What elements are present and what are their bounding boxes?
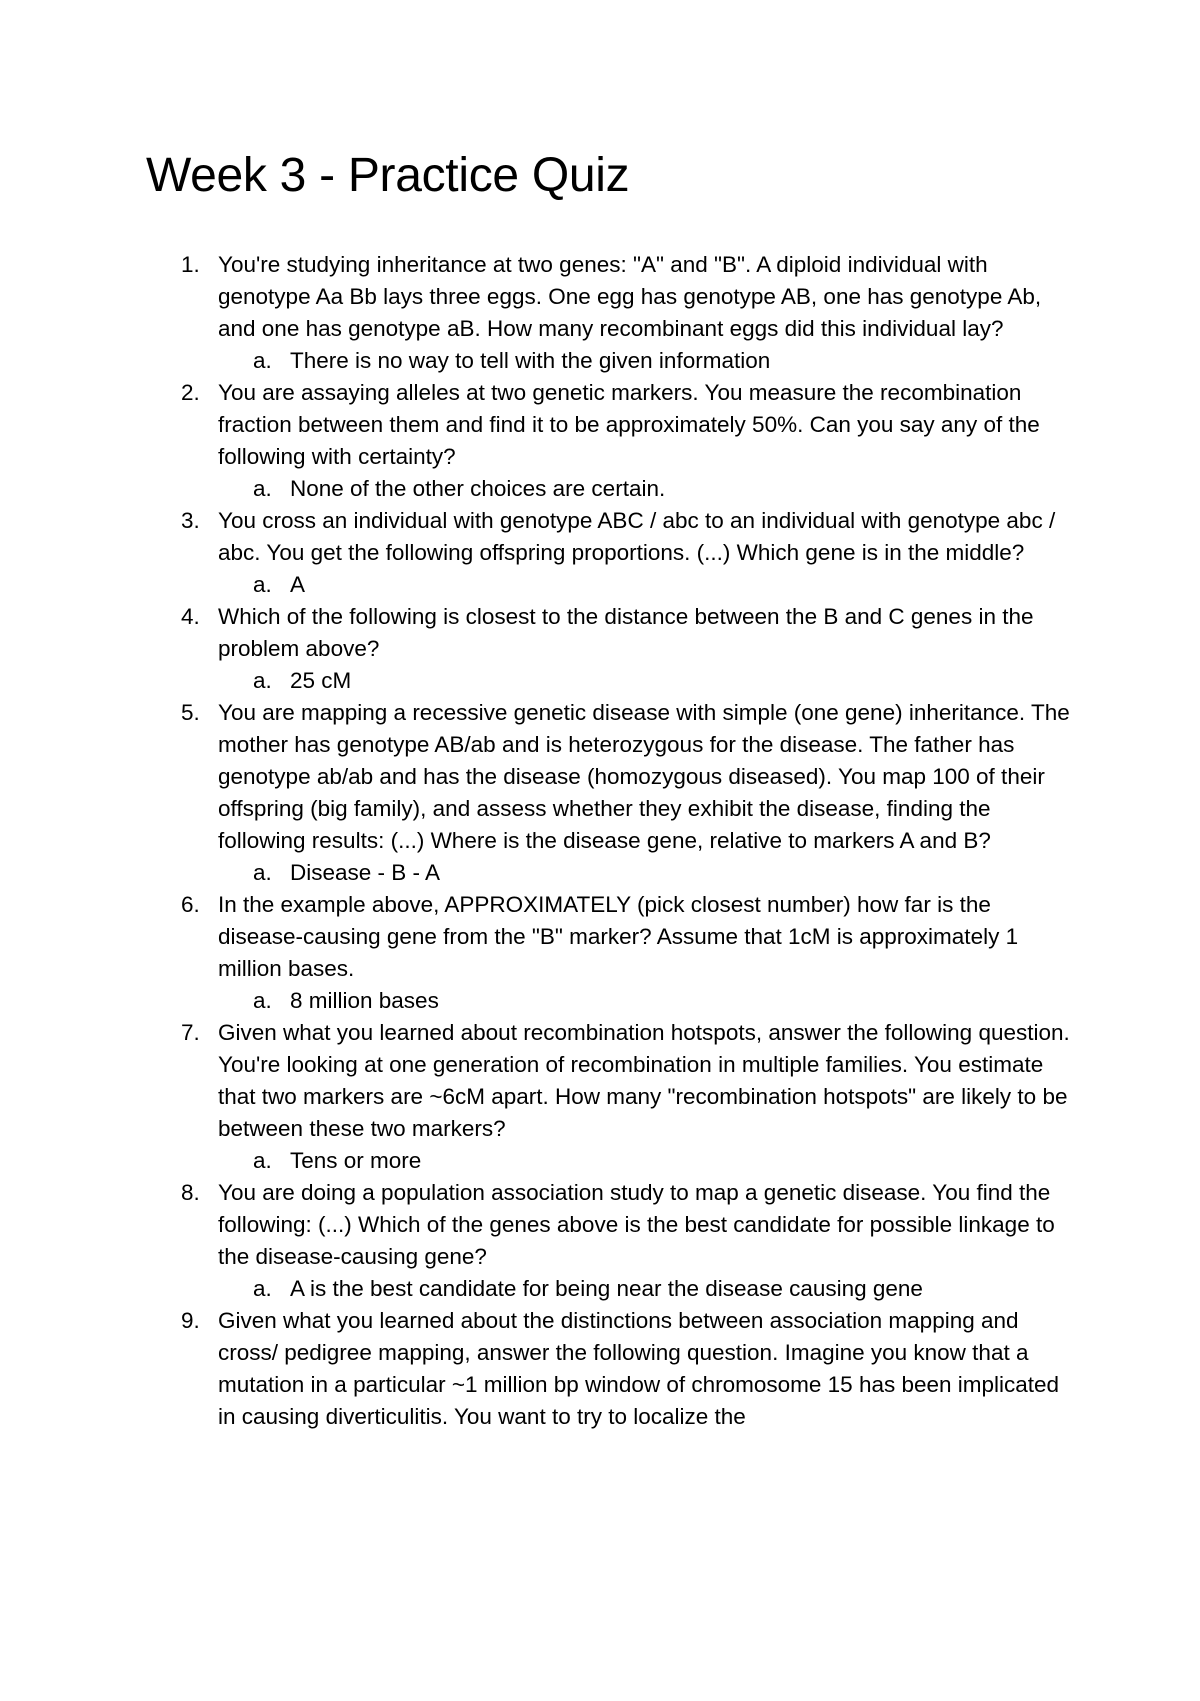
question-item [146, 377, 1076, 505]
question-number: 1. [181, 252, 200, 277]
answer-letter: a. [253, 1148, 272, 1173]
question-item [146, 1177, 1076, 1305]
question-item [146, 601, 1076, 697]
question-item [146, 1305, 1076, 1433]
answer-letter: a. [253, 668, 272, 693]
answer-letter: a. [253, 1276, 272, 1301]
question-number: 5. [181, 700, 200, 725]
answer-option [218, 1273, 1076, 1305]
answer-option [218, 1145, 1076, 1177]
question-item [146, 249, 1076, 377]
answer-option [218, 569, 1076, 601]
answer-letter: a. [253, 988, 272, 1013]
question-item [146, 505, 1076, 601]
question-number: 2. [181, 380, 200, 405]
question-text: You're studying inheritance at two genes: "A" and "B". A diploid individual with genotype Aa Bb lays three eggs. One egg has genotype AB, one has genotype Ab, and one has genotype aB. How many recombinant eggs did this individual lay? [218, 252, 1042, 341]
answer-option [218, 985, 1076, 1017]
question-text: Given what you learned about recombination hotspots, answer the following question. You're looking at one generation of recombination in multiple families. You estimate that two markers are ~6cM apart. How many "recombination hotspots" are likely to be between these two markers? [218, 1020, 1070, 1141]
question-list [146, 249, 1076, 1433]
question-number: 4. [181, 604, 200, 629]
answer-option [218, 665, 1076, 697]
answer-text: 8 million bases [290, 988, 439, 1013]
question-item [146, 1017, 1076, 1177]
answer-text: There is no way to tell with the given information [290, 348, 771, 373]
answer-text: Disease - B - A [290, 860, 441, 885]
answer-letter: a. [253, 572, 272, 597]
question-item [146, 889, 1076, 1017]
question-item [146, 697, 1076, 889]
answer-option [218, 473, 1076, 505]
question-text: You are doing a population association study to map a genetic disease. You find the following: (...) Which of the genes above is the best candidate for possible linkage to the disease-causing gene? [218, 1180, 1055, 1269]
question-number: 7. [181, 1020, 200, 1045]
answer-letter: a. [253, 860, 272, 885]
answer-option [218, 345, 1076, 377]
question-text: Which of the following is closest to the distance between the B and C genes in the problem above? [218, 604, 1034, 661]
page-title: Week 3 - Practice Quiz [146, 149, 630, 202]
question-number: 3. [181, 508, 200, 533]
question-text: In the example above, APPROXIMATELY (pick closest number) how far is the disease-causing gene from the "B" marker? Assume that 1cM is approximately 1 million bases. [218, 892, 1019, 981]
answer-letter: a. [253, 348, 272, 373]
answer-text: None of the other choices are certain. [290, 476, 666, 501]
question-text: You are assaying alleles at two genetic markers. You measure the recombination fraction between them and find it to be approximately 50%. Can you say any of the following with certainty? [218, 380, 1040, 469]
question-text: You cross an individual with genotype ABC / abc to an individual with genotype abc / abc. You get the following offspring proportions. (...) Which gene is in the middle? [218, 508, 1056, 565]
answer-text: A is the best candidate for being near the disease causing gene [290, 1276, 923, 1301]
question-text: Given what you learned about the distinctions between association mapping and cross/ pedigree mapping, answer the following question. Imagine you know that a mutation in a particular ~1 million bp window of chromosome 15 has been implicated in causing diverticulitis. You want to try to localize the [218, 1308, 1060, 1429]
question-number: 9. [181, 1308, 200, 1333]
question-text: You are mapping a recessive genetic disease with simple (one gene) inheritance. The mother has genotype AB/ab and is heterozygous for the disease. The father has genotype ab/ab and has the disease (homozygous diseased). You map 100 of their offspring (big family), and assess whether they exhibit the disease, finding the following results: (...) Where is the disease gene, relative to markers A and B? [218, 700, 1070, 853]
question-number: 8. [181, 1180, 200, 1205]
question-number: 6. [181, 892, 200, 917]
answer-text: Tens or more [290, 1148, 422, 1173]
answer-option [218, 857, 1076, 889]
answer-letter: a. [253, 476, 272, 501]
answer-text: A [290, 572, 306, 597]
answer-text: 25 cM [290, 668, 352, 693]
